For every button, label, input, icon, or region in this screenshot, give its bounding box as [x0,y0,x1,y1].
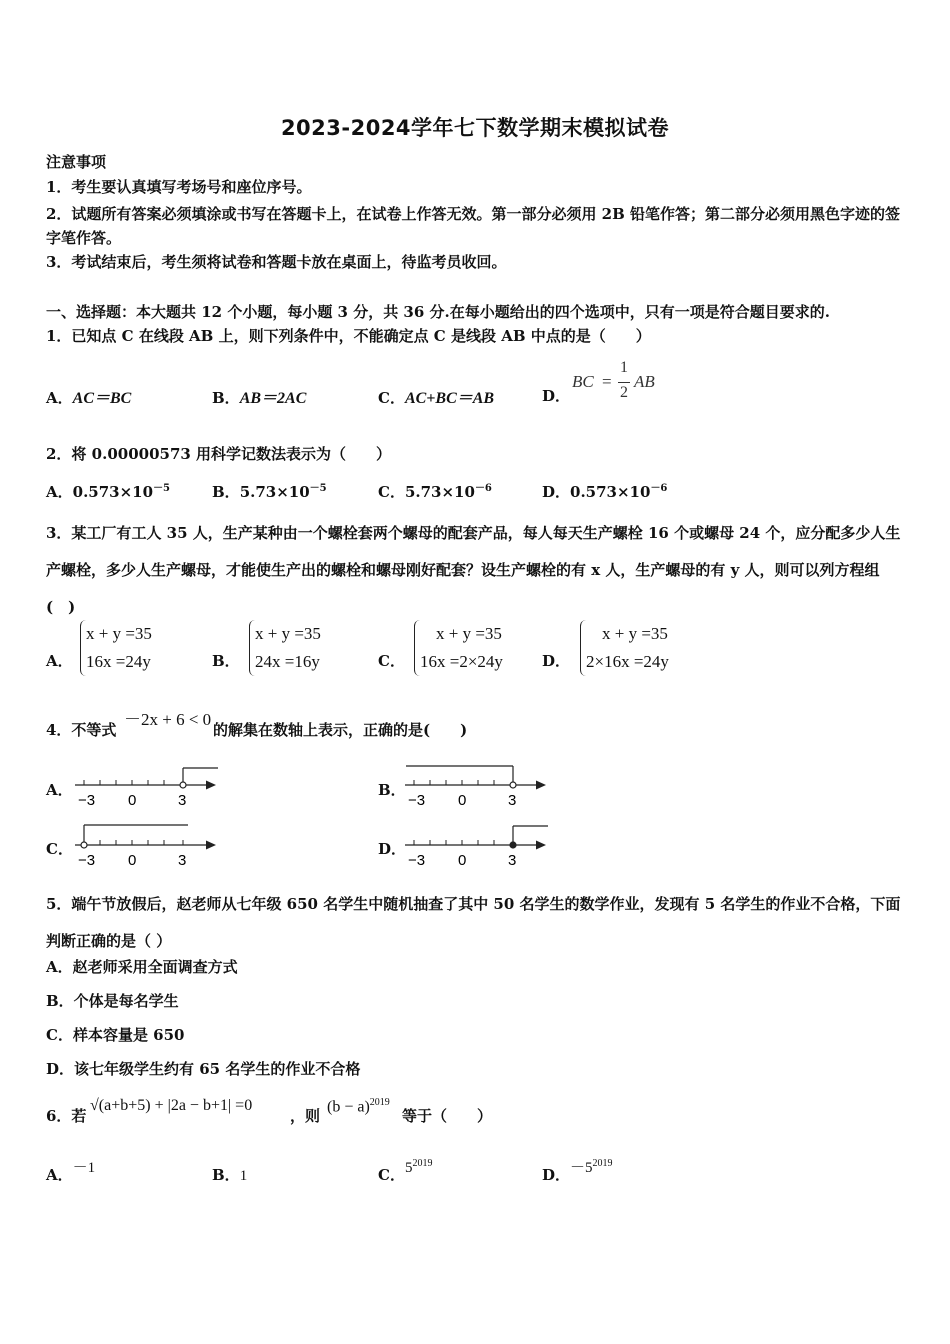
tick-label: 3 [178,792,187,809]
tick-label: −3 [78,852,96,869]
q4-option-c-numberline[interactable] [70,820,230,870]
option-label: B． [212,1166,240,1184]
option-label: D． [542,387,571,405]
option-label: D． [542,483,571,501]
q1-option-c[interactable] [378,385,494,408]
option-exponent: －5 [309,483,327,494]
q5-option-c[interactable]: C．样本容量是 650 [46,1026,185,1044]
option-mantissa: 0.573×10 [570,483,651,501]
q1-option-a[interactable] [46,385,131,408]
option-text: －5 [570,1160,593,1176]
option-text: 5 [404,1160,413,1176]
equation-2: 16x =24y [86,652,151,671]
equation-1: x + y =35 [602,624,668,643]
q5-option-a[interactable]: A．赵老师采用全面调查方式 [46,958,238,976]
expr-exponent: 2019 [369,1097,390,1108]
q1-option-d[interactable] [542,385,570,406]
q4-option-d-label: D． [378,840,407,858]
q4-option-c-label: C． [46,840,73,858]
q2-option-b[interactable] [212,479,327,502]
equation-2: 24x =16y [255,652,320,671]
q1-option-b[interactable] [212,385,306,408]
option-text: AC＝BC [72,390,132,407]
q6-stem-post: 等于（ ） [402,1107,493,1125]
option-exponent: 2019 [412,1158,433,1169]
q6-option-c[interactable] [378,1158,433,1185]
q3-option-c-label: C． [378,652,405,670]
option-mantissa: 0.573×10 [72,483,154,501]
q5-stem: 5．端午节放假后，赵老师从七年级 650 名学生中随机抽查了其中 50 名学生的数学作业，发现有 5 名学生的作业不合格，下面判断正确的是（ ） [46,895,901,950]
q3-stem: 3．某工厂有工人 35 人，生产某种由一个螺栓套两个螺母的配套产品，每人每天生产螺栓 16 个或螺母 24 个，应分配多少人生产螺栓，多少人生产螺母，才能使生产出的螺栓和螺母刚好配套？设生产螺栓的有 x 人，生产螺母的有 y 人，则可以列方程组( ) [46,524,901,616]
page-title: 2023-2024学年七下数学期末模拟试卷 [280,116,670,140]
option-label: C． [378,483,405,501]
q6-stem-pre: 6．若 [46,1107,87,1125]
q2-option-d[interactable] [542,479,667,502]
q3-option-d-label: D． [542,652,571,670]
tick-label: 0 [458,852,467,869]
q3-option-b[interactable] [249,620,321,676]
expr-base: (b − a) [327,1098,370,1116]
q6-stem-mid: ，则 [290,1107,321,1125]
q6-condition: √(a+b+5) + |2a − b+1| =0 [90,1097,253,1114]
notice-item-1: 1．考生要认真填写考场号和座位序号。 [46,178,312,196]
option-text: AC+BC＝AB [404,390,495,407]
q6-option-b[interactable] [212,1164,247,1185]
q6-option-d[interactable] [542,1158,613,1185]
q3-option-a-label: A． [46,652,73,670]
option-label: B． [212,483,240,501]
q3-option-b-label: B． [212,652,240,670]
option-label: C． [378,1166,405,1184]
q2-option-a[interactable] [46,479,170,502]
q3-option-c[interactable] [414,620,503,676]
tick-label: −3 [78,792,96,809]
tick-label: 3 [178,852,187,869]
option-exponent: 2019 [592,1158,613,1169]
option-exponent: －5 [153,483,171,494]
q5-option-d[interactable]: D．该七年级学生约有 65 名学生的作业不合格 [46,1060,361,1078]
tick-label: 3 [508,852,517,869]
option-label: C． [378,389,405,407]
option-label: D． [542,1166,571,1184]
option-exponent: －6 [474,483,492,494]
option-label: B． [212,389,240,407]
notice-item-2: 2．试题所有答案必须填涂或书写在答题卡上，在试卷上作答无效。第一部分必须用 2B 铅笔作答；第二部分必须用黑色字迹的签字笔作答。 [46,205,901,247]
q4-option-a-label: A． [46,781,73,799]
q4-option-b-numberline[interactable] [400,760,560,810]
option-mantissa: 5.73×10 [404,483,475,501]
option-label: A． [46,483,73,501]
tick-label: 0 [128,852,137,869]
q4-option-d-numberline[interactable] [400,820,560,870]
tick-label: −3 [408,852,426,869]
q6-option-a[interactable] [46,1160,96,1185]
equation-1: x + y =35 [436,624,502,643]
tick-label: 0 [458,792,467,809]
tick-label: −3 [408,792,426,809]
q5-option-b[interactable]: B．个体是每名学生 [46,992,179,1010]
q3-option-a[interactable] [80,620,152,676]
q3-option-d[interactable] [580,620,669,676]
q4-option-a-numberline[interactable] [70,760,230,810]
equation-2: 16x =2×24y [420,652,503,671]
option-label: A． [46,1166,73,1184]
tick-label: 3 [508,792,517,809]
notice-heading: 注意事项 [46,153,107,171]
q2-stem: 2．将 0.00000573 用科学记数法表示为（ ） [46,445,392,463]
option-text: －1 [72,1160,96,1176]
section-heading: 一、选择题：本大题共 12 个小题，每小题 3 分，共 36 分.在每小题给出的四个选项中，只有一项是符合题目要求的. [46,303,830,321]
q6-expression [327,1097,390,1116]
q1-stem: 1．已知点 C 在线段 AB 上，则下列条件中，不能确定点 C 是线段 AB 中点的是（ ） [46,327,651,345]
q4-inequality: －2x + 6 < 0 [124,710,212,729]
option-text: AB＝2AC [239,390,307,407]
equation-2: 2×16x =24y [586,652,669,671]
q4-option-b-label: B． [378,781,406,799]
option-label: A． [46,389,73,407]
tick-label: 0 [128,792,137,809]
option-exponent: －6 [650,483,668,494]
option-text: 1 [239,1168,248,1184]
q2-option-c[interactable] [378,479,492,502]
equation-1: x + y =35 [255,624,321,643]
option-mantissa: 5.73×10 [239,483,310,501]
equation-1: x + y =35 [86,624,152,643]
notice-item-3: 3．考试结束后，考生须将试卷和答题卡放在桌面上，待监考员收回。 [46,253,507,271]
q4-stem-post: 的解集在数轴上表示，正确的是( ) [213,721,468,739]
q4-stem-pre: 4．不等式 [46,721,117,739]
